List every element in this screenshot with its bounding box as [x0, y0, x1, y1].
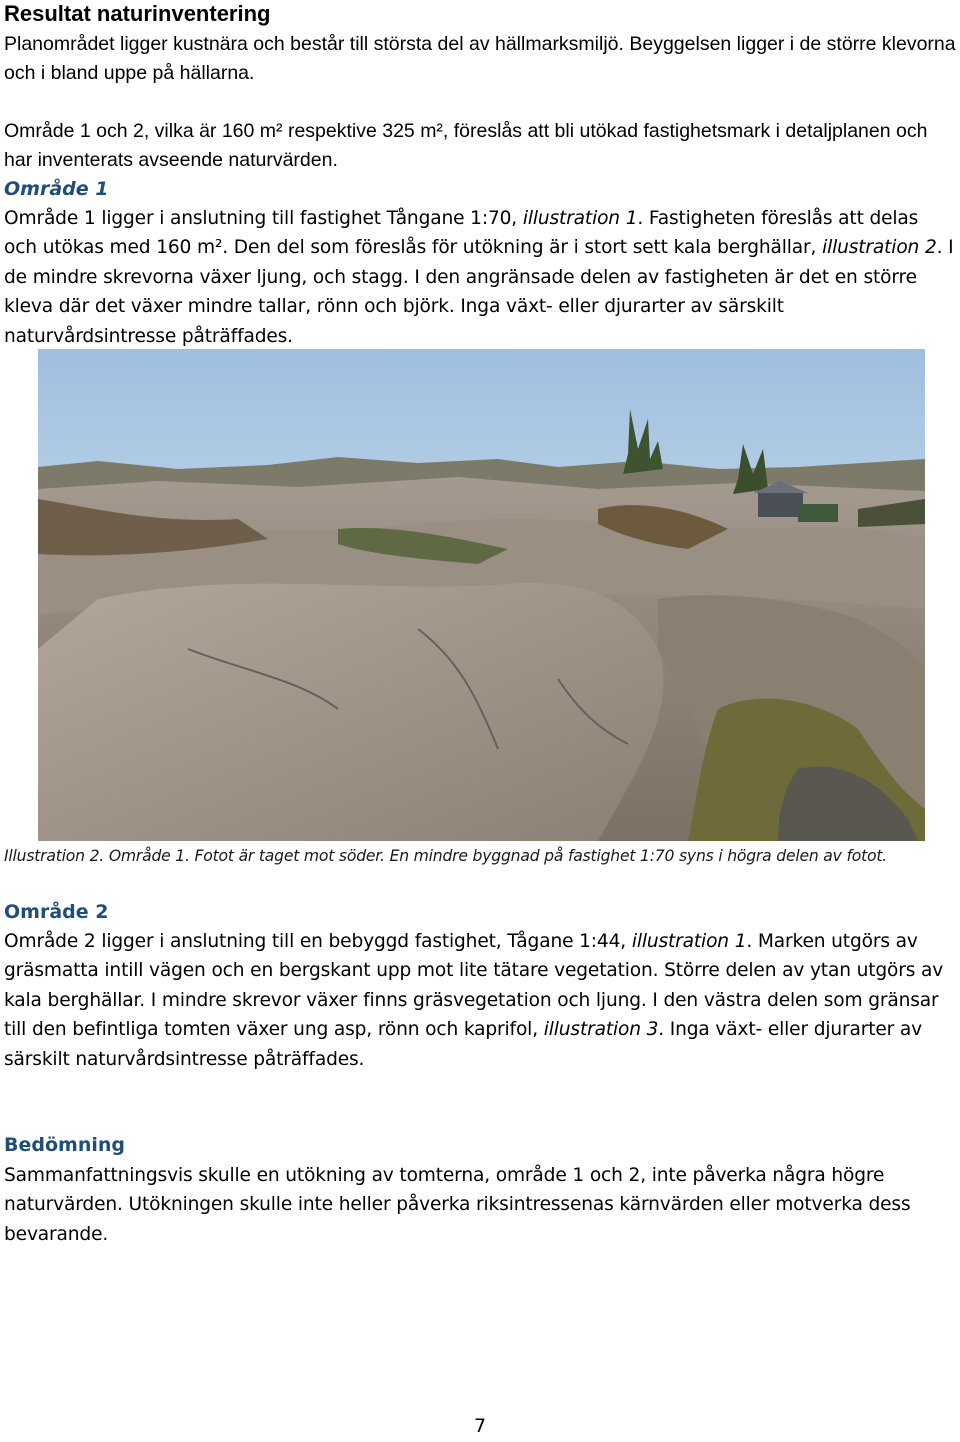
- page-number: 7: [473, 1415, 487, 1437]
- photo-caption: Illustration 2. Område 1. Fotot är taget mot söder. En mindre byggnad på fastighet 1:70 syns i högra delen av fotot.: [4, 847, 888, 865]
- area1-paragraph: Område 1 ligger i anslutning till fastighet Tångane 1:70, illustration 1. Fastigheten föreslås att delas och utökas med 160 m². Den del som föreslås för utökning är i stort sett kala berghällar, illustration 2. I de mindre skrevorna växer ljung, och stagg. I den angränsade delen av fastigheten är det en större kleva där det växer mindre tallar, rönn och björk. Inga växt- eller djurarter av särskilt naturvårdsintresse påträffades.: [4, 208, 954, 347]
- areas-paragraph: Område 1 och 2, vilka är 160 m² respektive 325 m², föreslås att bli utökad fastighetsmark i detaljplanen och har inventerats avseende naturvärden.: [4, 120, 928, 172]
- area2-paragraph: Område 2 ligger i anslutning till en bebyggd fastighet, Tågane 1:44, illustration 1. Marken utgörs av gräsmatta intill vägen och en bergskant upp mot lite tätare vegetation. Större delen av ytan utgörs av kala berghällar. I mindre skrevor växer finns gräsvegetation och ljung. I den västra delen som gränsar till den befintliga tomten växer ung asp, rönn och kaprifol, illustration 3. Inga växt- eller djurarter av särskilt naturvårdsintresse påträffades.: [4, 931, 944, 1070]
- area2-heading: Område 2: [4, 901, 109, 923]
- landscape-photo: [38, 349, 925, 841]
- intro-paragraph: Planområdet ligger kustnära och består till största del av hällmarksmiljö. Beyggelsen ligger i de större klevorna och i bland uppe på hällarna.: [4, 33, 956, 85]
- area1-heading: Område 1: [4, 178, 109, 200]
- page-heading: Resultat naturinventering: [4, 1, 271, 26]
- illustration-ref: illustration 1: [631, 931, 747, 952]
- assessment-paragraph: Sammanfattningsvis skulle en utökning av tomterna, område 1 och 2, inte påverka några högre naturvärden. Utökningen skulle inte heller påverka riksintressenas kärnvärden eller motverka dess bevarande.: [4, 1165, 911, 1245]
- illustration-ref: illustration 2: [822, 237, 937, 259]
- illustration-ref: illustration 1: [522, 208, 638, 229]
- illustration-ref: illustration 3: [543, 1019, 659, 1041]
- assessment-heading: Bedömning: [4, 1134, 125, 1156]
